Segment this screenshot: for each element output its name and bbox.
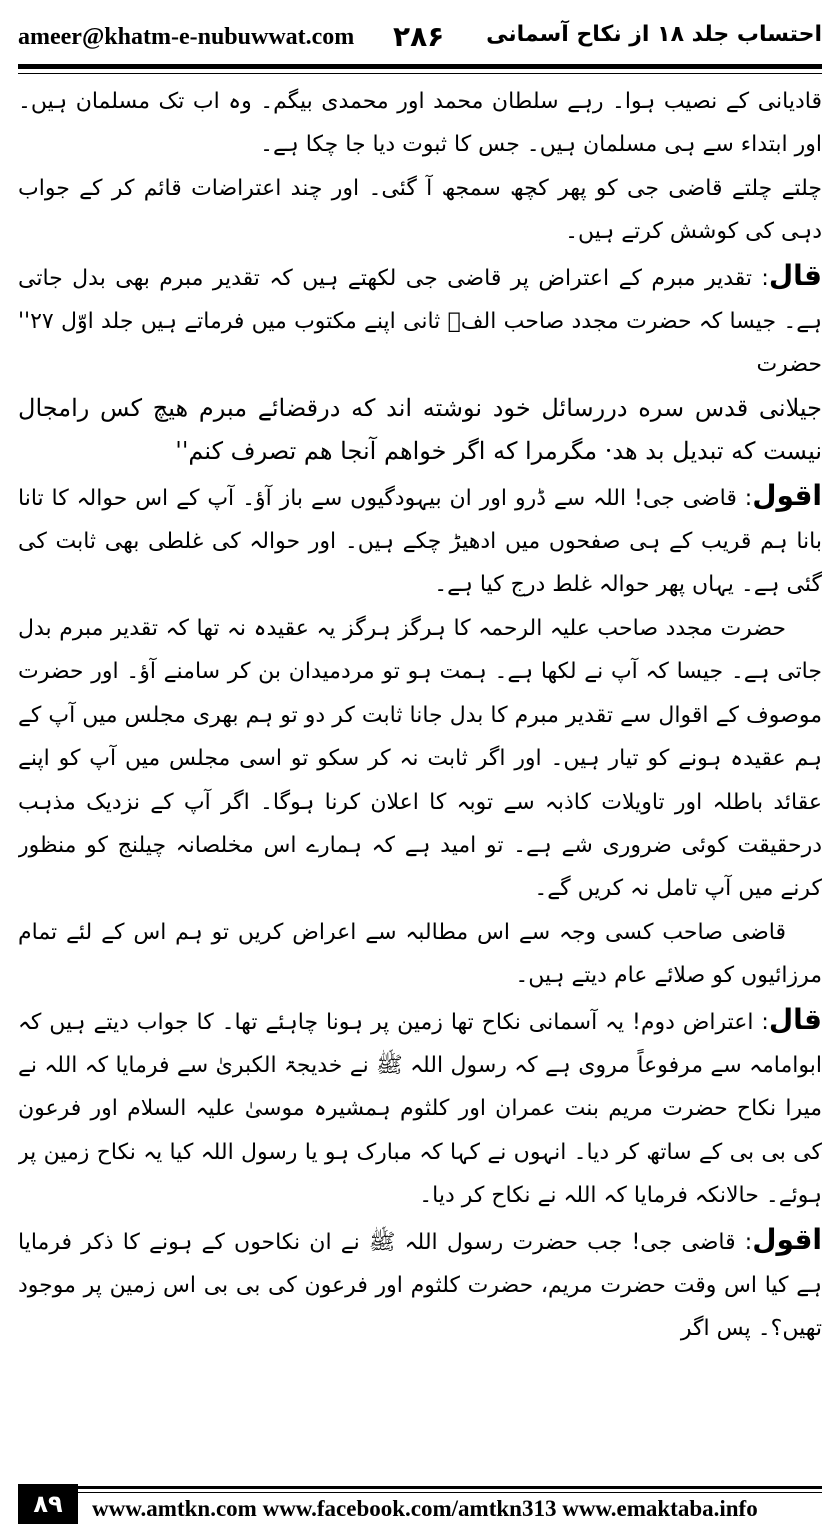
paragraph-text: : تقدیر مبرم کے اعتراض پر قاضی جی لکھتے ہیں کہ تقدیر مبرم بھی بدل جاتی ہے۔ جیسا کہ حضرت مجدد صاحب الفؒ ثانی اپنے مکتوب میں فرماتے ہیں جلد اوّل ۲۷'' حضرت — [18, 265, 822, 378]
paragraph-text: قاضی صاحب کسی وجہ سے اس مطالبہ سے اعراض کریں تو ہم اس کے لئے تمام مرزائیوں کو صلائے عام دیتے ہیں۔ — [18, 919, 822, 989]
paragraph-lead-word: اقول — [752, 1222, 822, 1256]
paragraph — [18, 254, 822, 387]
footer-urls: www.amtkn.com www.facebook.com/amtkn313 www.emaktaba.info — [92, 1496, 758, 1521]
page-body — [18, 80, 822, 1460]
paragraph-text: قادیانی کے نصیب ہوا۔ رہے سلطان محمد اور محمدی بیگم۔ وہ اب تک مسلمان ہیں۔ اور ابتداء سے ہی مسلمان ہیں۔ جس کا ثبوت دیا جا چکا ہے۔ — [18, 89, 822, 158]
paragraph-text: جیلانی قدس سره دررسائل خود نوشته اند که درقضائے مبرم هیچ کس رامجال نیست که تبدیل بد هد· مگرمرا که اگر خواهم آنجا هم تصرف کنم'' — [18, 393, 822, 466]
paragraph — [18, 607, 822, 911]
header-rule-thick — [18, 64, 822, 69]
paragraph-lead-word: قال — [768, 258, 822, 292]
footer-rule-thick — [78, 1486, 822, 1489]
paragraph-text: چلتے چلتے قاضی جی کو پھر کچھ سمجھ آ گئی۔ اور چند اعتراضات قائم کر کے جواب دہی کی کوشش کرتے ہیں۔ — [18, 175, 822, 245]
paragraph-text: : قاضی جی! جب حضرت رسول اللہ ﷺ نے ان نکاحوں کے ہونے کا ذکر فرمایا ہے کیا اس وقت حضرت مریم، حضرت کلثوم اور فرعون کی بی بی اس زمین پر موجود تھیں؟۔ پس اگر — [18, 1229, 822, 1342]
header-email: ameer@khatm-e-nubuwwat.com — [18, 24, 355, 50]
paragraph-text: : اعتراض دوم! یہ آسمانی نکاح تھا زمین پر ہونا چاہئے تھا۔ کا جواب دیتے ہیں کہ ابوامامہ سے مرفوعاً مروی ہے کہ رسول اللہ ﷺ نے خدیجۃ الکبریٰ سے فرمایا کہ اللہ نے میرا نکاح حضرت مریم بنت عمران اور کلثوم ہمشیرہ موسیٰ علیہ السلام اور فرعون کی بی بی کے ساتھ کر دیا۔ انہوں نے کہا کہ مبارک ہو یا رسول اللہ کیا یہ نکاح زمین پر ہوئے۔ حالانکہ فرمایا کہ اللہ نے نکاح کر دیا۔ — [18, 1009, 822, 1209]
paragraph-text: : قاضی جی! اللہ سے ڈرو اور ان بیہودگیوں سے باز آؤ۔ آپ کے اس حوالہ کا تانا بانا ہم قریب کے ہی صفحوں میں ادھیڑ چکے ہیں۔ اور حوالہ کی غلطی بھی ثابت کی گئی ہے۔ یہاں پھر حوالہ غلط درج کیا ہے۔ — [18, 485, 822, 598]
paragraph — [18, 1218, 822, 1351]
paragraph — [18, 387, 822, 474]
page-footer — [18, 1484, 822, 1524]
page-header — [18, 18, 822, 58]
footer-page-number: ۸۹ — [18, 1484, 78, 1524]
paragraph-lead-word: قال — [768, 1002, 822, 1036]
paragraph — [18, 911, 822, 998]
paragraph — [18, 998, 822, 1218]
footer-rule-thin — [78, 1492, 822, 1493]
paragraph — [18, 80, 822, 167]
header-rule-thin — [18, 73, 822, 74]
paragraph — [18, 167, 822, 254]
paragraph-lead-word: اقول — [752, 478, 822, 512]
paragraph — [18, 474, 822, 607]
header-page-number: ۲۸۶ — [393, 20, 445, 53]
paragraph-text: حضرت مجدد صاحب علیہ الرحمہ کا ہرگز ہرگز یہ عقیدہ نہ تھا کہ تقدیر مبرم بدل جاتی ہے۔ جیسا کہ آپ نے لکھا ہے۔ ہمت ہو تو مردمیدان بن کر سامنے آؤ۔ اور حضرت موصوف کے اقوال سے تقدیر مبرم کا بدل جانا ثابت کر دو تو ہم بھری مجلس میں آپ کے ہم عقیدہ ہونے کو تیار ہیں۔ اور اگر ثابت نہ کر سکو تو اسی مجلس میں آپ کو اپنے عقائد باطلہ اور تاویلات کاذبہ سے توبہ کا اعلان کرنا ہوگا۔ اگر آپ کے نزدیک مذہب درحقیقت کوئی ضروری شے ہے۔ تو امید ہے کہ ہمارے اس مخلصانہ چیلنج کو منظور کرنے میں آپ تامل نہ کریں گے۔ — [18, 615, 822, 902]
header-book-title: احتساب جلد ۱۸ از نکاح آسمانی — [486, 22, 822, 47]
